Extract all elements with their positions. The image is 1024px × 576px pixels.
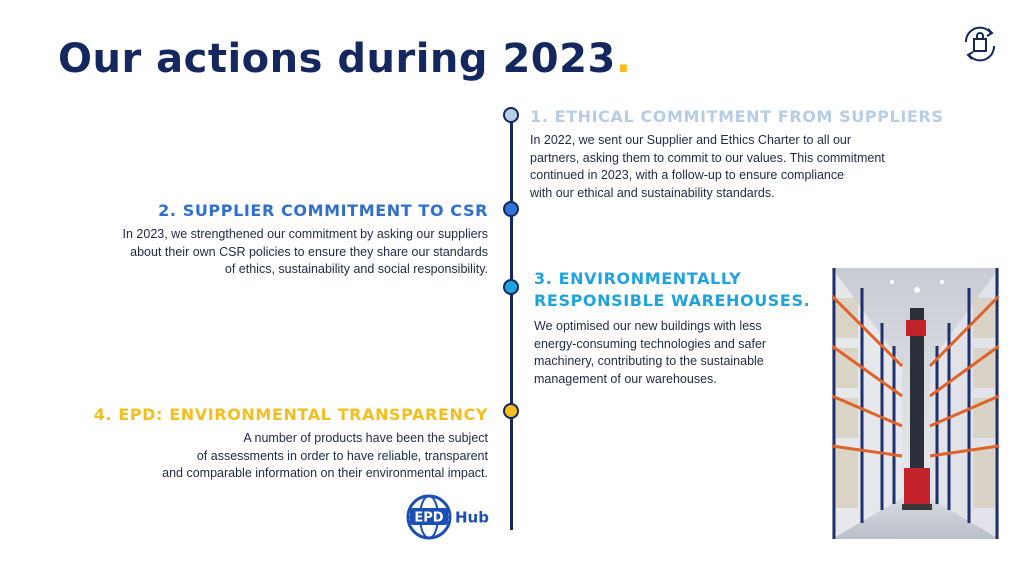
recycle-shopping-bag-icon (958, 24, 1002, 64)
epd-hub-text: Hub (455, 508, 489, 527)
page-title: Our actions during 2023. (58, 36, 632, 82)
section-3-text: We optimised our new buildings with less energy-consuming technologies and safer machinery, contributing to the sustainable management of our warehouses. (534, 319, 767, 386)
timeline-node-1 (503, 107, 519, 123)
section-3-heading: 3. ENVIRONMENTALLY RESPONSIBLE WAREHOUSES. (534, 269, 811, 310)
section-4-text: A number of products have been the subject of assessments in order to have reliable, transparent and comparable information on their environmental impact. (162, 431, 488, 480)
section-1-heading: 1. ETHICAL COMMITMENT FROM SUPPLIERS (530, 107, 944, 126)
section-2-text: In 2023, we strengthened our commitment by asking our suppliers about their own CSR policies to ensure they share our standards of ethics, sustainability and social responsibility. (122, 227, 488, 276)
section-2-heading: 2. SUPPLIER COMMITMENT TO CSR (158, 201, 488, 220)
timeline-node-3 (503, 279, 519, 295)
warehouse-aisle-forklift-image (832, 268, 999, 539)
section-1-text: In 2022, we sent our Supplier and Ethics Charter to all our partners, asking them to commit to our values. This commitment continued in 2023, with a follow-up to ensure compliance with our ethical and sustainability standards. (530, 133, 885, 200)
epd-badge-text: EPD (414, 510, 444, 526)
timeline-line (510, 116, 513, 530)
timeline-node-2 (503, 201, 519, 217)
timeline-node-4 (503, 403, 519, 419)
section-4-heading: 4. EPD: ENVIRONMENTAL TRANSPARENCY (93, 405, 488, 424)
epd-hub-logo (406, 493, 496, 541)
